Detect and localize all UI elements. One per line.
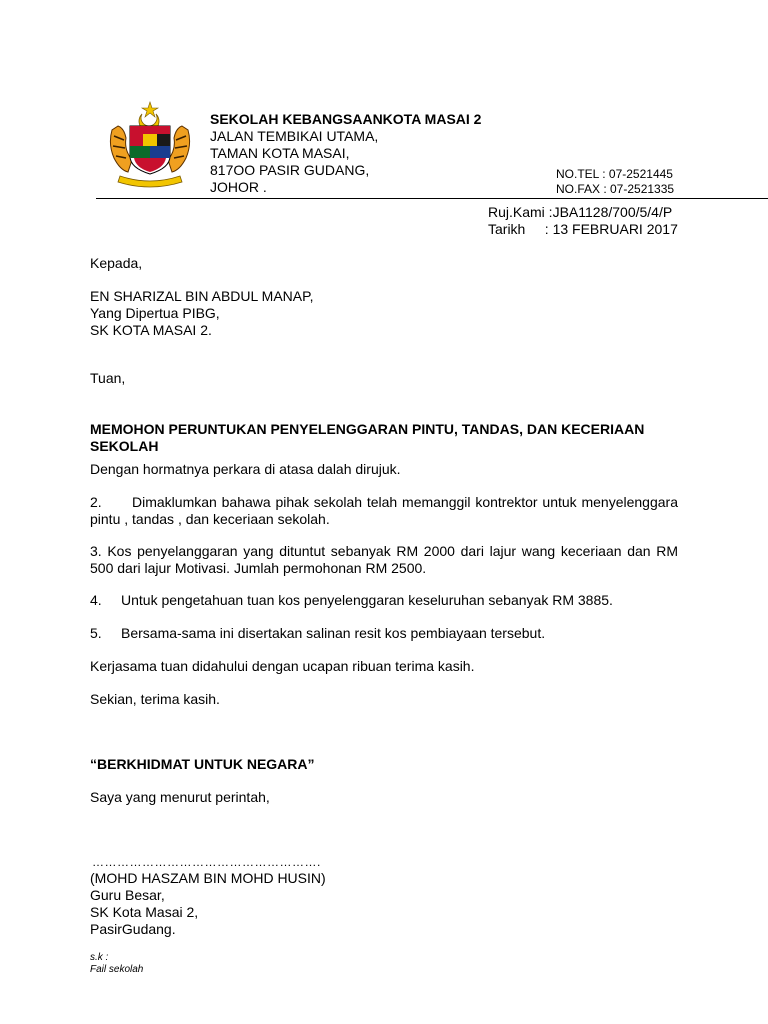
paragraph-7: Sekian, terima kasih. (90, 691, 220, 707)
contact-info (556, 167, 674, 197)
letter-subject: MEMOHON PERUNTUKAN PENYELENGGARAN PINTU, TANDAS, DAN KECERIAAN SEKOLAH (90, 421, 645, 454)
carbon-copy (90, 952, 143, 976)
paragraph-1: Dengan hormatnya perkara di atasa dalah dirujuk. (90, 461, 401, 477)
paragraph-2 (90, 494, 678, 528)
motto: “BERKHIDMAT UNTUK NEGARA” (90, 756, 315, 772)
header-divider (96, 198, 768, 199)
signer-block (90, 870, 678, 938)
signer-line: Guru Besar, (90, 887, 165, 903)
telephone-number: NO.TEL : 07-2521445 (556, 167, 673, 181)
signer-line: PasirGudang. (90, 921, 176, 937)
salutation: Tuan, (90, 370, 126, 386)
reference-number-row (488, 204, 678, 221)
fax-number: NO.FAX : 07-2521335 (556, 182, 675, 196)
address-line: TAMAN KOTA MASAI, (210, 145, 350, 161)
paragraph-number: 2. (90, 494, 102, 510)
recipient-line: SK KOTA MASAI 2. (90, 322, 212, 338)
date-row (488, 221, 678, 238)
paragraph-text: Dimaklumkan bahawa pihak sekolah telah memanggil kontrektor untuk menyelenggara pintu , tandas , dan keceriaan sekolah. (90, 494, 678, 527)
paragraph-3: 3. Kos penyelanggaran yang dituntut sebanyak RM 2000 dari lajur wang keceriaan dan RM 500 dari lajur Motivasi. Jumlah permohonan RM 2500. (90, 543, 678, 576)
recipient-line: Yang Dipertua PIBG, (90, 305, 220, 321)
paragraph-5 (90, 625, 678, 642)
signature-line: ………………………………………………. (92, 855, 321, 869)
address-line: JALAN TEMBIKAI UTAMA, (210, 128, 379, 144)
malaysia-coat-of-arms-icon (104, 100, 196, 190)
address-line: 817OO PASIR GUDANG, (210, 162, 370, 178)
paragraph-number: 5. (90, 625, 102, 641)
signer-name: (MOHD HASZAM BIN MOHD HUSIN) (90, 870, 326, 886)
cc-label: s.k : (90, 952, 109, 963)
school-name: SEKOLAH KEBANGSAANKOTA MASAI 2 (210, 111, 482, 127)
closing-phrase: Saya yang menurut perintah, (90, 789, 270, 805)
reference-block (488, 204, 678, 238)
paragraph-4 (90, 592, 678, 609)
school-header (210, 111, 481, 196)
address-line: JOHOR . (210, 179, 267, 195)
paragraph-text: Bersama-sama ini disertakan salinan resit kos pembiayaan tersebut. (121, 625, 546, 641)
cc-line: Fail sekolah (90, 964, 144, 975)
signer-line: SK Kota Masai 2, (90, 904, 199, 920)
date-label: Tarikh : (488, 221, 553, 237)
recipient-address (90, 288, 678, 339)
reference-label: Ruj.Kami : (488, 204, 553, 220)
recipient-greeting: Kepada, (90, 255, 143, 271)
paragraph-6: Kerjasama tuan didahului dengan ucapan ribuan terima kasih. (90, 658, 475, 674)
recipient-line: EN SHARIZAL BIN ABDUL MANAP, (90, 288, 314, 304)
reference-value: JBA1128/700/5/4/P (552, 204, 673, 220)
date-value: 13 FEBRUARI 2017 (552, 221, 678, 237)
paragraph-number: 4. (90, 592, 102, 608)
paragraph-text: Untuk pengetahuan tuan kos penyelenggaran keseluruhan sebanyak RM 3885. (121, 592, 613, 608)
